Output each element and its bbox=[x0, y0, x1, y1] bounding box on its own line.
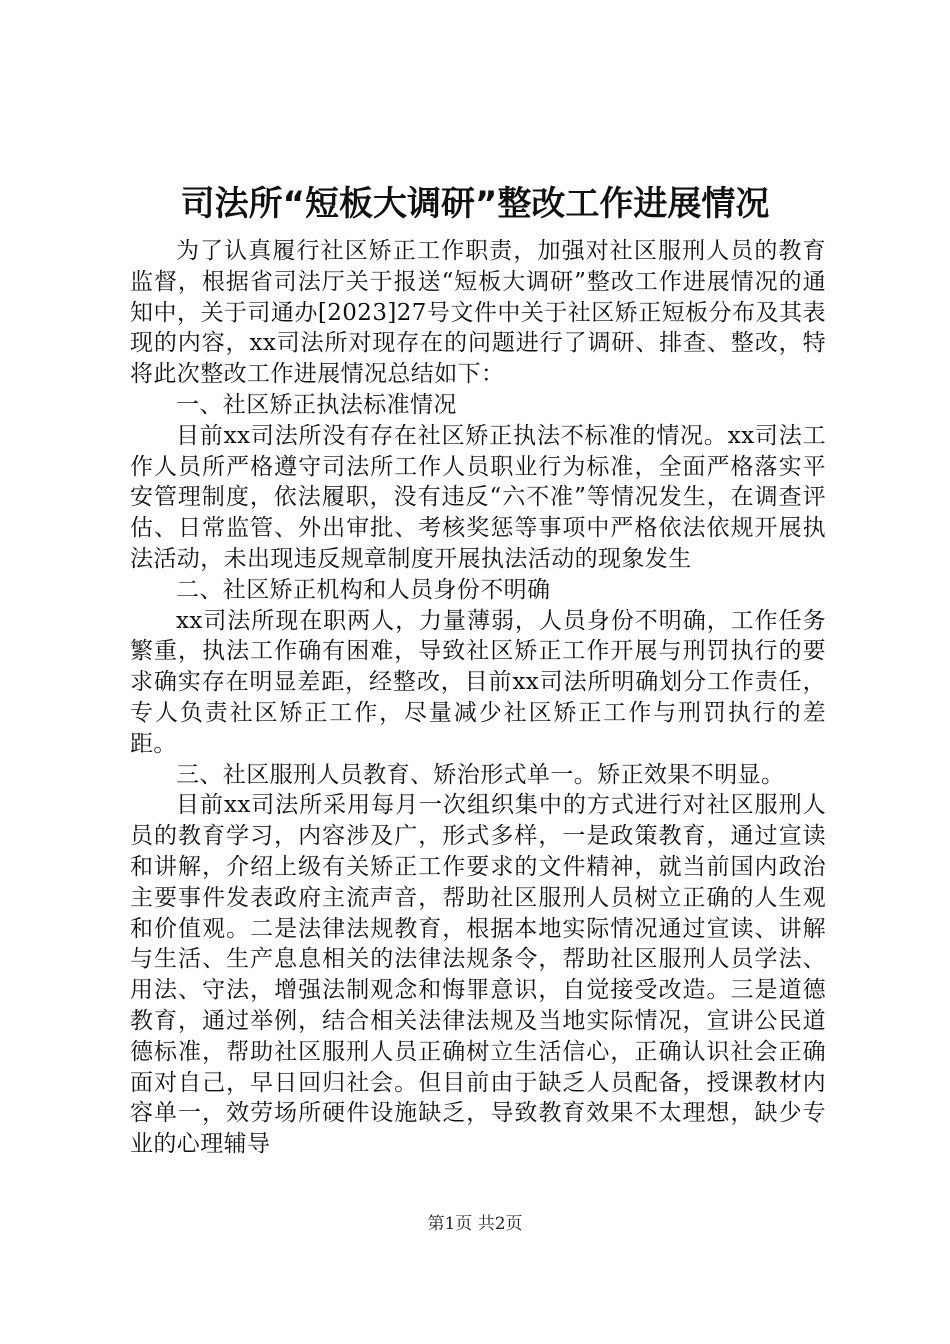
document-body bbox=[130, 236, 826, 1160]
document-title: 司法所“短板大调研”整改工作进展情况 bbox=[180, 184, 770, 224]
section-heading-1: 一、社区矫正执法标准情况 bbox=[176, 391, 457, 418]
section-paragraph-2: xx司法所现在职两人，力量薄弱，人员身份不明确，工作任务繁重，执法工作确有困难，导致社区矫正工作开展与刑罚执行的要求确实存在明显差距，经整改，目前xx司法所明确划分工作责任，专人负责社区矫正工作，尽量减少社区矫正工作与刑罚执行的差距。 bbox=[130, 607, 826, 757]
page-number-footer: 第1页 共2页 bbox=[427, 1214, 523, 1234]
intro-paragraph: 为了认真履行社区矫正工作职责，加强对社区服刑人员的教育监督，根据省司法厅关于报送“短板大调研”整改工作进展情况的通知中，关于司通办[2023]27号文件中关于社区矫正短板分布及其表现的内容，xx司法所对现存在的问题进行了调研、排查、整改，特将此次整改工作进展情况总结如下： bbox=[130, 238, 826, 388]
section-heading-2: 二、社区矫正机构和人员身份不明确 bbox=[176, 576, 551, 603]
section-heading-3: 三、社区服刑人员教育、矫治形式单一。矫正效果不明显。 bbox=[176, 761, 785, 788]
section-paragraph-3: 目前xx司法所采用每月一次组织集中的方式进行对社区服刑人员的教育学习，内容涉及广，形式多样，一是政策教育，通过宣读和讲解，介绍上级有关矫正工作要求的文件精神，就当前国内政治主要事件发表政府主流声音，帮助社区服刑人员树立正确的人生观和价值观。二是法律法规教育，根据本地实际情况通过宣读、讲解与生活、生产息息相关的法律法规条令，帮助社区服刑人员学法、用法、守法，增强法制观念和悔罪意识，自觉接受改造。三是道德教育，通过举例，结合相关法律法规及当地实际情况，宣讲公民道德标准，帮助社区服刑人员正确树立生活信心，正确认识社会正确面对自己，早日回归社会。但目前由于缺乏人员配备，授课教材内容单一，效劳场所硬件设施缺乏，导致教育效果不太理想，缺少专业的心理辅导 bbox=[130, 792, 826, 1158]
section-paragraph-1: 目前xx司法所没有存在社区矫正执法不标准的情况。xx司法工作人员所严格遵守司法所工作人员职业行为标准，全面严格落实平安管理制度，依法履职，没有违反“六不准”等情况发生，在调查评估、日常监管、外出审批、考核奖惩等事项中严格依法依规开展执法活动，未出现违反规章制度开展执法活动的现象发生 bbox=[130, 422, 826, 572]
